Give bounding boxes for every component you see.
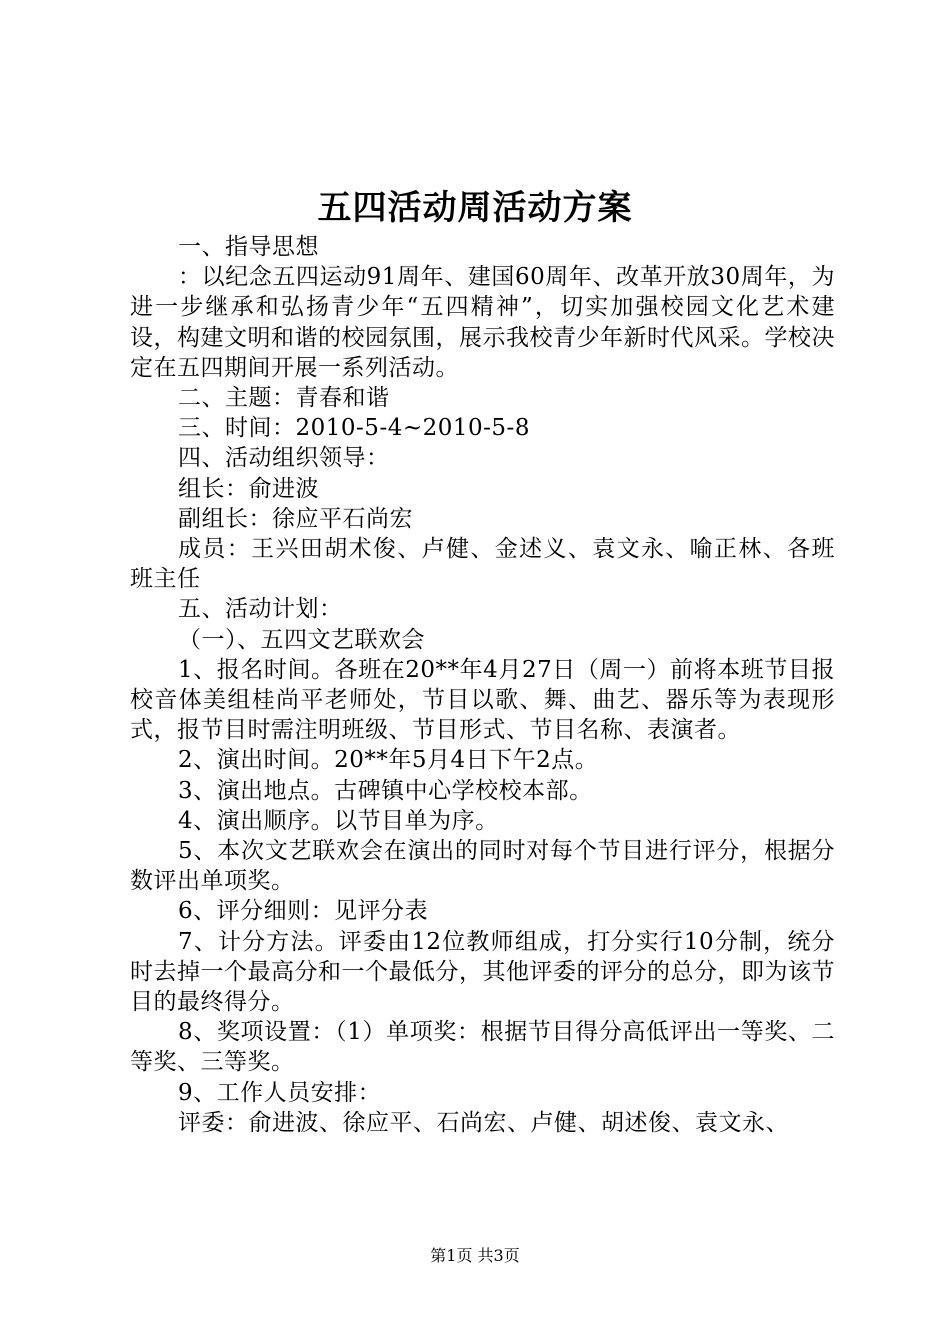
plan-item-registration: 1、报名时间。各班在20**年4月27日（周一）前将本班节目报校音体美组桂尚平老师处，节目以歌、舞、曲艺、器乐等为表现形式，报节目时需注明班级、节目形式、节目名称、表演者。 — [130, 656, 835, 744]
section-heading-time: 三、时间：2010-5-4~2010-5-8 — [178, 415, 530, 442]
plan-item-show-time: 2、演出时间。20**年5月4日下午2点。 — [178, 747, 599, 774]
subsection-heading-gala: （一）、五四文艺联欢会 — [178, 626, 425, 653]
plan-item-staff: 9、工作人员安排： — [178, 1079, 382, 1106]
judges-line: 评委：俞进波、徐应平、石尚宏、卢健、胡述俊、袁文永、 — [178, 1109, 789, 1136]
section-heading-leadership: 四、活动组织领导： — [178, 445, 390, 472]
plan-item-scoring: 5、本次文艺联欢会在演出的同时对每个节目进行评分，根据分数评出单项奖。 — [130, 838, 835, 895]
members-line: 成员：王兴田胡术俊、卢健、金述义、袁文永、喻正林、各班班主任 — [130, 536, 835, 593]
section-heading-guiding-ideology: 一、指导思想 — [178, 234, 319, 260]
document-body — [130, 232, 835, 1138]
document-title: 五四活动周活动方案 — [317, 188, 633, 228]
plan-item-scoring-method: 7、计分方法。评委由12位教师组成，打分实行10分制，统分时去掉一个最高分和一个最低分，其他评委的评分的总分，即为该节目的最终得分。 — [130, 928, 835, 1016]
paragraph-purpose: ：以纪念五四运动91周年、建国60周年、改革开放30周年，为进一步继承和弘扬青少年“五四精神”，切实加强校园文化艺术建设，构建文明和谐的校园氛围，展示我校青少年新时代风采。学校决定在五四期间开展一系列活动。 — [130, 264, 835, 381]
plan-item-awards: 8、奖项设置：（1）单项奖：根据节目得分高低评出一等奖、二等奖、三等奖。 — [130, 1019, 835, 1076]
plan-item-scoring-rules: 6、评分细则：见评分表 — [178, 898, 429, 925]
section-heading-plan: 五、活动计划： — [178, 596, 343, 623]
deputy-leader-line: 副组长：徐应平石尚宏 — [178, 505, 413, 532]
plan-item-order: 4、演出顺序。以节目单为序。 — [178, 807, 499, 834]
plan-item-venue: 3、演出地点。古碑镇中心学校校本部。 — [178, 777, 593, 804]
section-heading-theme: 二、主题：青春和谐 — [178, 385, 390, 412]
page-footer: 第1页 共3页 — [430, 1246, 520, 1265]
leader-line: 组长：俞进波 — [178, 475, 319, 502]
